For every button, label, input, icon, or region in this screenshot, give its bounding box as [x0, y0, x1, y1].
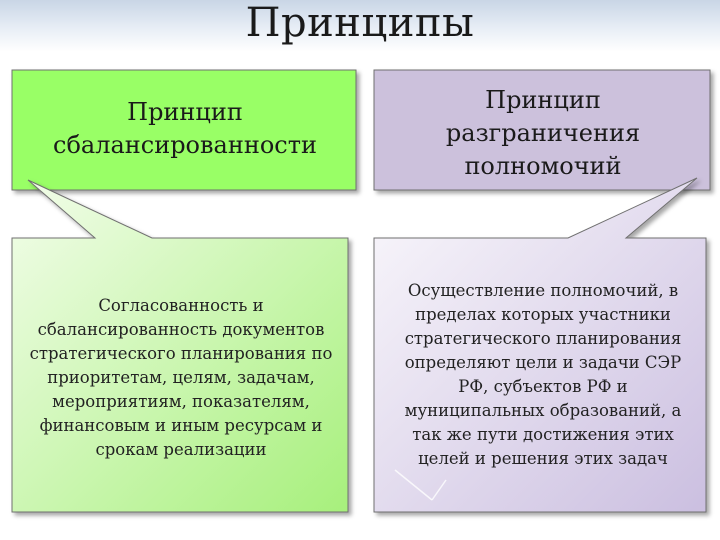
- right-description-line: Осуществление полномочий, в: [407, 281, 679, 300]
- right-description-line: определяют цели и задачи СЭР: [404, 353, 682, 372]
- right-description-line: так же пути достижения этих: [412, 425, 674, 444]
- left-description-line: приоритетам, целям, задачам,: [47, 368, 315, 387]
- right-description-line: РФ, субъектов РФ и: [458, 377, 628, 396]
- left-principle-title: [14, 74, 356, 184]
- left-title-line: сбалансированности: [53, 131, 317, 159]
- left-description-line: сбалансированность документов: [37, 320, 325, 339]
- right-title-line: разграничения: [445, 118, 641, 147]
- left-title-line: Принцип: [127, 98, 243, 126]
- right-description-line: пределах которых участники: [415, 305, 671, 324]
- slide-title: Принципы: [245, 0, 475, 46]
- right-title-line: Принцип: [485, 85, 601, 114]
- left-description-line: мероприятиям, показателям,: [52, 392, 310, 411]
- left-description-line: финансовым и иным ресурсам и: [39, 416, 323, 435]
- right-principle-title: [378, 78, 708, 188]
- left-description-line: Согласованность и: [98, 296, 264, 315]
- right-principle-description: [384, 252, 702, 498]
- right-description-line: муниципальных образований, а: [404, 401, 682, 420]
- right-description-line: целей и решения этих задач: [418, 449, 668, 468]
- right-description-line: стратегического планирования: [404, 329, 682, 348]
- left-principle-description: [14, 268, 348, 488]
- right-title-line: полномочий: [464, 151, 622, 180]
- left-description-line: срокам реализации: [95, 440, 267, 459]
- left-description-line: стратегического планирования по: [29, 344, 333, 363]
